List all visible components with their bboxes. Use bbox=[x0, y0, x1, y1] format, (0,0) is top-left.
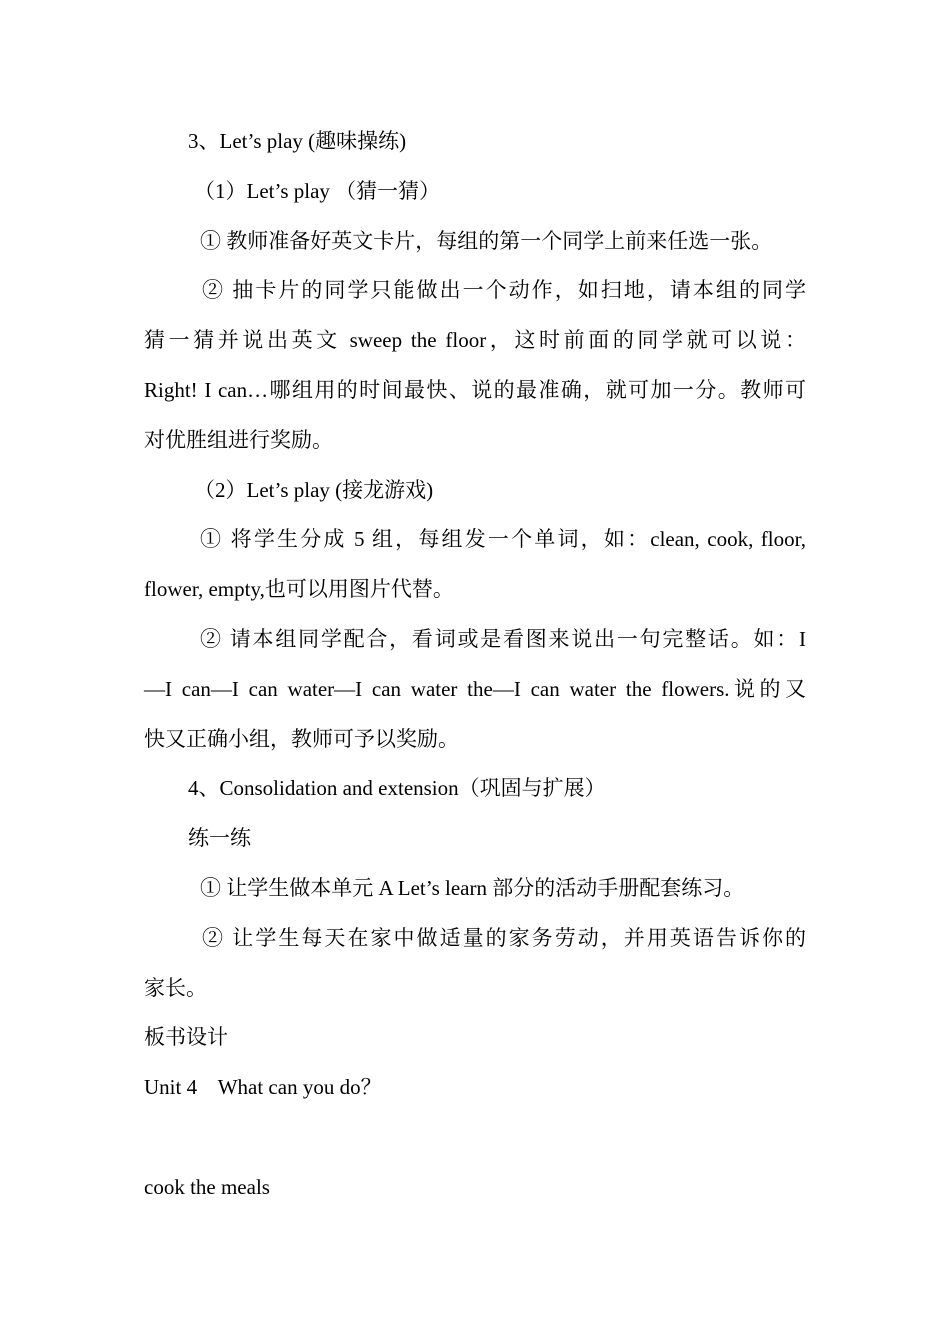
activity-1-step-2-line-4: 对优胜组进行奖励。 bbox=[144, 427, 333, 452]
activity-1-step-1: ① 教师准备好英文卡片，每组的第一个同学上前来任选一张。 bbox=[200, 228, 773, 253]
activity-1-step-2-line-2: 猜一猜并说出英文 sweep the floor，这时前面的同学就可以说： bbox=[144, 328, 806, 353]
activity-2-step-2-line-2: —I can—I can water—I can water the—I can water the flowers.说的又 bbox=[144, 676, 806, 701]
activity-2-step-1-line-1: ① 将学生分成 5 组，每组发一个单词，如：clean, cook, floor, bbox=[200, 527, 806, 552]
blank-line bbox=[144, 1113, 806, 1163]
activity-1-heading: （1）Let’s play （猜一猜） bbox=[194, 178, 441, 203]
activity-2-step-2-line-3: 快又正确小组，教师可予以奖励。 bbox=[144, 726, 459, 751]
activity-2-step-2-line-1: ② 请本组同学配合，看词或是看图来说出一句完整话。如：I bbox=[200, 626, 806, 651]
section-4-subheading: 练一练 bbox=[188, 826, 251, 851]
section-3-heading: 3、Let’s play (趣味操练) bbox=[188, 129, 407, 153]
section-4-heading: 4、Consolidation and extension（巩固与扩展） bbox=[188, 776, 606, 801]
board-item: cook the meals bbox=[144, 1174, 270, 1199]
activity-2-step-1-line-2: flower, empty,也可以用图片代替。 bbox=[144, 577, 454, 602]
board-unit-title: Unit 4 What can you do？ bbox=[144, 1075, 382, 1100]
activity-1-step-2-line-1: ② 抽卡片的同学只能做出一个动作，如扫地，请本组的同学 bbox=[202, 278, 806, 303]
board-design-heading: 板书设计 bbox=[144, 1025, 228, 1050]
section-4-step-2-line-1: ② 让学生每天在家中做适量的家务劳动，并用英语告诉你的 bbox=[202, 925, 806, 950]
section-4-step-1: ① 让学生做本单元 A Let’s learn 部分的活动手册配套练习。 bbox=[200, 875, 745, 900]
activity-1-step-2-line-3: Right! I can…哪组用的时间最快、说的最准确，就可加一分。教师可 bbox=[144, 377, 806, 402]
document-body bbox=[144, 117, 806, 1213]
section-4-step-2-line-2: 家长。 bbox=[144, 975, 207, 1000]
activity-2-heading: （2）Let’s play (接龙游戏) bbox=[194, 477, 434, 502]
